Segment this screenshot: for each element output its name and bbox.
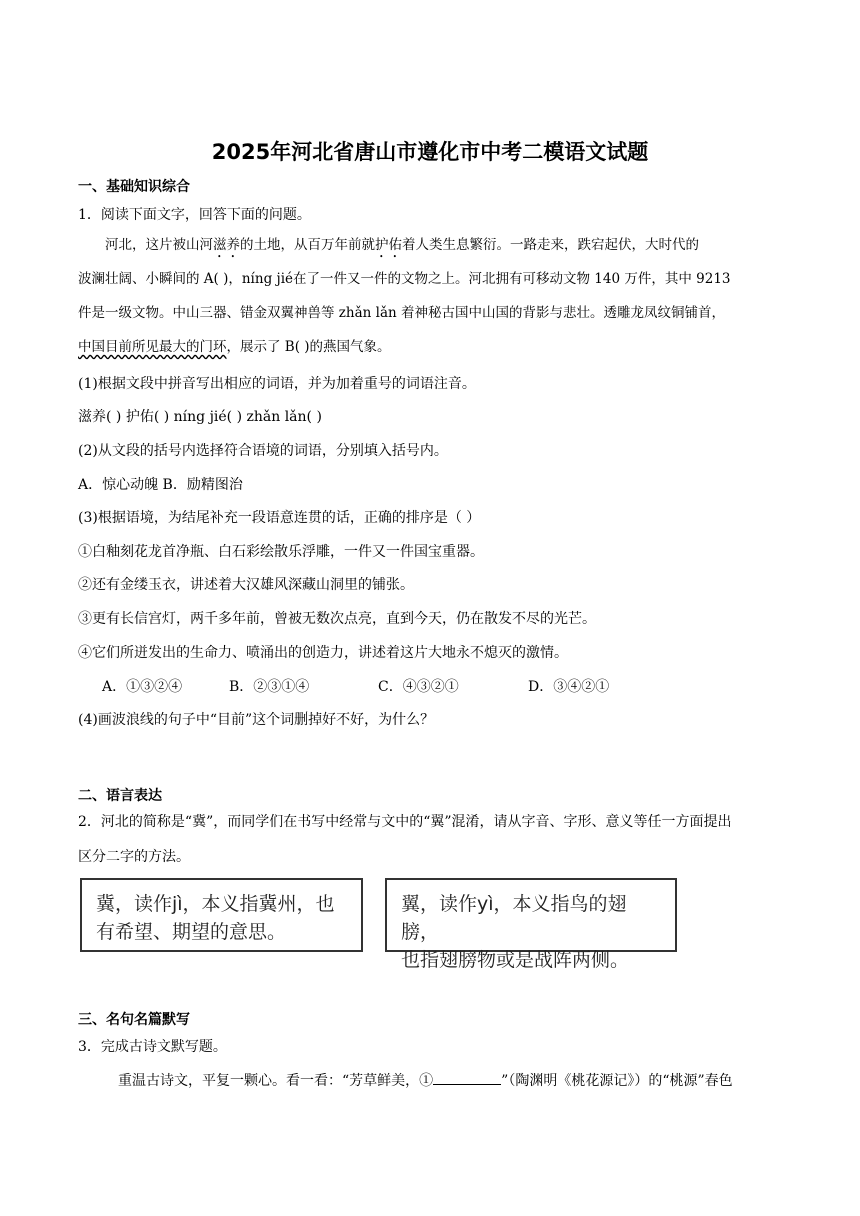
section-heading-2: 二、语言表达 xyxy=(78,788,162,804)
sentence-3: ③更有长信宫灯，两千多年前，曾被无数次点亮，直到今天，仍在散发不尽的光芒。 xyxy=(78,611,596,627)
section-heading-1: 一、基础知识综合 xyxy=(78,179,190,195)
option-d: D．③④②① xyxy=(528,679,610,695)
reading-passage xyxy=(78,228,782,364)
subquestion-1-blanks: 滋养( ) 护佑( ) níng jié( ) zhǎn lǎn( ) xyxy=(78,409,322,425)
question-1-stem: 1．阅读下面文字，回答下面的问题。 xyxy=(78,207,311,223)
option-b: B．②③①④ xyxy=(229,679,310,695)
option-c: C．④③②① xyxy=(378,679,459,695)
passage-line-1: 河北，这片被山河滋养的土地，从百万年前就护佑着人类生息繁衍。一路走来，跌宕起伏，大时代的 xyxy=(105,237,699,253)
question-2-line-2: 区分二字的方法。 xyxy=(78,849,190,865)
subquestion-1: (1)根据文段中拼音写出相应的词语，并为加着重号的词语注音。 xyxy=(78,376,476,392)
question-2-line-1: 2．河北的简称是“冀”，而同学们在书写中经常与文中的“翼”混淆，请从字音、字形、意义等任一方面提出 xyxy=(78,814,732,830)
option-a: A．①③②④ xyxy=(102,679,183,695)
passage-line-4: 中国目前所见最大的门环，展示了 B( )的燕国气象。 xyxy=(78,339,391,355)
subquestion-4: (4)画波浪线的句子中“目前”这个词删掉好不好，为什么？ xyxy=(78,712,435,728)
section-heading-3: 三、名句名篇默写 xyxy=(78,1012,190,1028)
question-3-line-1: 重温古诗文，平复一颗心。看一看：“芳草鲜美，① ”（陶渊明《桃花源记》）的“桃源”春色 xyxy=(118,1070,733,1090)
explanation-box-yi: 翼，读作yì，本义指鸟的翅膀， 也指翅膀物或是战阵两侧。 xyxy=(385,878,677,952)
subquestion-3: (3)根据语境，为结尾补充一段语意连贯的话，正确的排序是（ ） xyxy=(78,510,481,526)
page-title: 2025年河北省唐山市遵化市中考二模语文试题 xyxy=(211,140,649,164)
subquestion-2-options: A．惊心动魄 B．励精图治 xyxy=(78,477,243,493)
subquestion-2: (2)从文段的括号内选择符合语境的词语，分别填入括号内。 xyxy=(78,443,448,459)
sentence-4: ④它们所迸发出的生命力、喷涌出的创造力，讲述着这片大地永不熄灭的激情。 xyxy=(78,645,568,661)
emphasis-word-huyou: 护佑 xyxy=(375,237,402,253)
answer-blank-1[interactable] xyxy=(433,1070,501,1085)
emphasis-word-ziyang: 滋养 xyxy=(213,237,240,253)
question-3-stem: 3．完成古诗文默写题。 xyxy=(78,1039,227,1055)
passage-line-2: 波澜壮阔、小瞬间的 A( )，níng jié在了一件又一件的文物之上。河北拥有可移动文物 140 万件，其中 9213 xyxy=(78,271,731,287)
sentence-2: ②还有金缕玉衣，讲述着大汉雄风深藏山洞里的铺张。 xyxy=(78,577,414,593)
passage-line-3: 件是一级文物。中山三器、错金双翼神兽等 zhǎn lǎn 着神秘古国中山国的背影与悲壮。透雕龙凤纹铜铺首， xyxy=(78,305,725,321)
wavy-underlined-sentence: 中国目前所见最大的门环 xyxy=(78,339,227,355)
sentence-1: ①白釉刻花龙首净瓶、白石彩绘散乐浮雕，一件又一件国宝重器。 xyxy=(78,544,484,560)
explanation-box-ji: 冀，读作jì，本义指冀州，也 有希望、期望的意思。 xyxy=(80,878,363,952)
